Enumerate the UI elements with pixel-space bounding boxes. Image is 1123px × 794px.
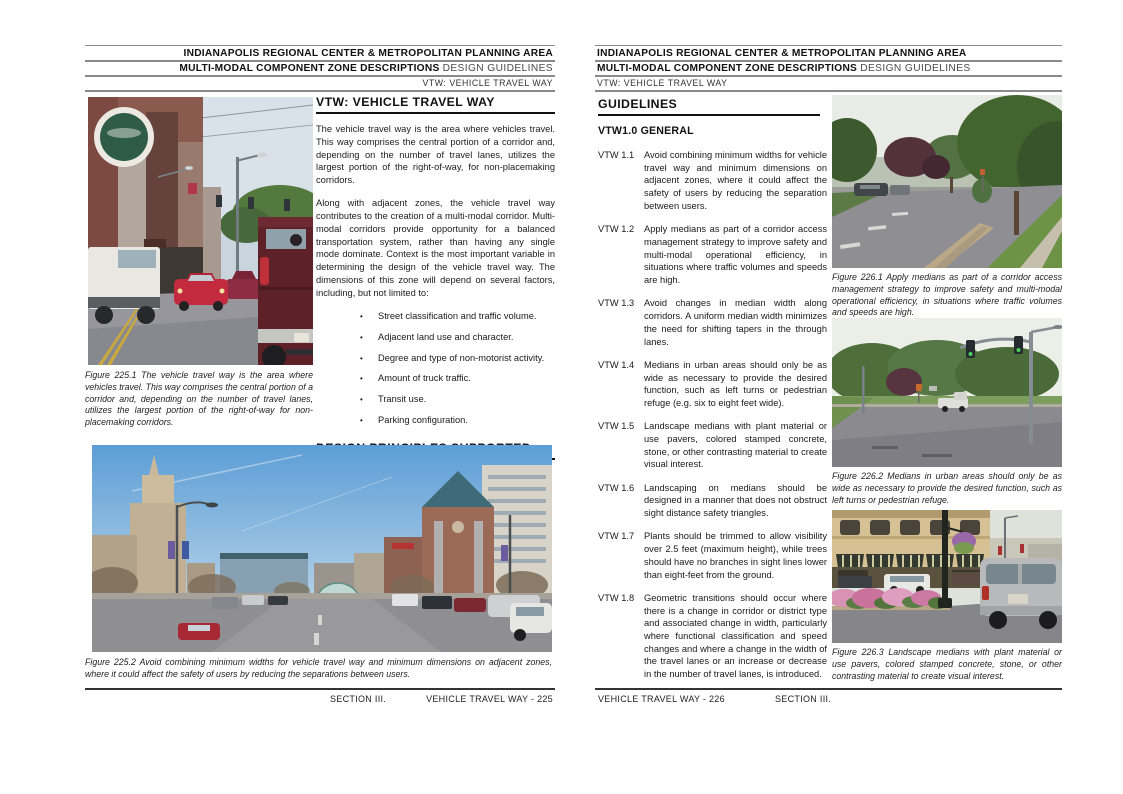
bullet-item xyxy=(360,393,555,405)
bullet-text: Degree and type of non-motorist activity. xyxy=(378,352,545,363)
figure-226-3-photo xyxy=(832,510,1062,643)
page-left xyxy=(85,40,555,720)
guideline-text: Avoid combining minimum widths for vehicle travel way and minimum dimensions on adjacent zones, where it could affect the safety of users by reducing the separation between users. xyxy=(644,150,827,211)
figure-226-3-caption: Figure 226.3 Landscape medians with plant material or use pavers, colored stamped concrete, stone, or other contrasting material to create visual interest. xyxy=(832,647,1062,681)
figure-226-2-caption: Figure 226.2 Medians in urban areas should only be as wide as necessary to provide the desired function, such as left turns or pedestrian refuge. xyxy=(832,471,1062,505)
guidelines-title: GUIDELINES xyxy=(598,97,820,116)
median-street-illustration xyxy=(832,95,1062,268)
guideline-item xyxy=(598,223,827,287)
downtown-street-illustration xyxy=(92,445,552,652)
figure-226-1-photo xyxy=(832,95,1062,268)
figure-225-2-photo xyxy=(92,445,552,652)
guideline-item xyxy=(598,297,827,348)
figure-226-2-photo xyxy=(832,318,1062,467)
header-chapter: VTW: VEHICLE TRAVEL WAY xyxy=(595,77,1062,92)
guideline-text: Landscaping on medians should be designed in a manner that does not obstruct sight distance safety triangles. xyxy=(644,482,827,519)
header-subtitle-light: DESIGN GUIDELINES xyxy=(860,62,971,74)
guidelines-column xyxy=(598,97,827,691)
page-header xyxy=(85,45,555,92)
guideline-text: Plants should be trimmed to allow visibility over 2.5 feet (maximum height), while trees should have no branches in sight lines lower than eight-feet from the ground. xyxy=(644,531,827,580)
guideline-item xyxy=(598,592,827,681)
street-scene-illustration xyxy=(88,97,313,365)
guideline-id: VTW 1.8 xyxy=(598,592,635,603)
guideline-item xyxy=(598,149,827,213)
figure-225-2-caption: Figure 225.2 Avoid combining minimum widths for vehicle travel way and minimum dimensions on adjacent zones, where it could affect the safety of users by reducing the separations between users. xyxy=(85,657,552,679)
header-subtitle xyxy=(85,62,555,77)
page-footer xyxy=(595,688,1062,710)
guideline-id: VTW 1.2 xyxy=(598,224,635,235)
page-right xyxy=(595,40,1062,720)
bullet-text: Adjacent land use and character. xyxy=(378,331,514,342)
guideline-text: Medians in urban areas should only be as wide as necessary to provide the desired function, such as left turns or pedestrian refuge (e.g. six to eight feet wide). xyxy=(644,359,827,408)
footer-section: SECTION III. xyxy=(775,694,832,704)
bullet-item xyxy=(360,372,555,384)
bullet-icon xyxy=(360,372,378,384)
bullet-text: Amount of truck traffic. xyxy=(378,373,471,384)
guideline-id: VTW 1.6 xyxy=(598,482,635,493)
guideline-id: VTW 1.4 xyxy=(598,359,635,370)
guideline-item xyxy=(598,530,827,581)
guideline-text: Geometric transitions should occur where there is a change in corridor or district type and associated change in width, particularly where functional classification and speed changes and where a change in the width of the travel lanes or an increase or decrease in the number of travel lanes, is introduced. xyxy=(644,592,827,680)
intro-paragraph-1: The vehicle travel way is the area where vehicles travel. This way comprises the central portion of a corridor and, depending on the number of travel lanes, utilizes the largest portion of the right-of-way, for non-placemaking corridors. xyxy=(316,124,555,186)
guideline-item xyxy=(598,482,827,520)
guideline-id: VTW 1.1 xyxy=(598,150,635,160)
bullet-icon xyxy=(360,393,378,405)
bullet-item xyxy=(360,310,555,322)
header-subtitle-light: DESIGN GUIDELINES xyxy=(442,62,553,74)
guideline-text: Apply medians as part of a corridor access management strategy to improve safety and multi-modal operational efficiency, in situations where traffic volumes and speeds are high. xyxy=(644,224,827,286)
footer-section: SECTION III. xyxy=(330,694,387,704)
bullet-item xyxy=(360,352,555,364)
intersection-illustration xyxy=(832,318,1062,467)
factor-bullet-list xyxy=(316,310,555,427)
landscaped-median-illustration xyxy=(832,510,1062,643)
guideline-id: VTW 1.7 xyxy=(598,531,635,542)
header-subtitle-bold: MULTI-MODAL COMPONENT ZONE DESCRIPTIONS xyxy=(179,62,440,74)
header-subtitle xyxy=(595,62,1062,77)
guideline-item xyxy=(598,420,827,471)
bullet-text: Transit use. xyxy=(378,394,427,405)
guideline-text: Landscape medians with plant material or use pavers, colored stamped concrete, stone, or other contrasting material to create visual interest. xyxy=(644,421,827,470)
footer-page-label: VEHICLE TRAVEL WAY - 225 xyxy=(426,694,553,704)
general-subtitle: VTW1.0 GENERAL xyxy=(598,125,694,137)
bullet-text: Street classification and traffic volume. xyxy=(378,310,537,321)
guideline-id: VTW 1.5 xyxy=(598,421,635,432)
footer-page-label: VEHICLE TRAVEL WAY - 226 xyxy=(598,694,725,704)
bullet-icon xyxy=(360,414,378,426)
bullet-text: Parking configuration. xyxy=(378,415,468,426)
figure-226-1-caption: Figure 226.1 Apply medians as part of a corridor access management strategy to improve safety and multi-modal operational efficiency, in situations where traffic volumes and speeds are high. xyxy=(832,272,1062,318)
figure-225-1-caption: Figure 225.1 The vehicle travel way is the area where vehicles travel. This way comprises the central portion of a corridor and, depending on the number of travel lanes, utilizes the largest portion of the right-of-way for non-placemaking corridors. xyxy=(85,370,313,428)
bullet-icon xyxy=(360,310,378,322)
bullet-icon xyxy=(360,331,378,343)
guideline-item xyxy=(598,359,827,410)
page-header xyxy=(595,45,1062,92)
bullet-item xyxy=(360,414,555,426)
intro-paragraph-2: Along with adjacent zones, the vehicle travel way contributes to the creation of a multi-modal corridor. Multi-modal corridors provide opportunity for a balanced transportation system, rather than having any single mode dominate. Context is the most important variable in determining the design of the vehicle travel way. The dimensions of this zone will depend on several factors, including, but not limited to: xyxy=(316,198,555,298)
bullet-item xyxy=(360,331,555,343)
guideline-text: Avoid changes in median width along corridors. A uniform median width minimizes the need for shifting tapers in the through lanes. xyxy=(644,298,827,347)
guidelines-list xyxy=(598,149,827,681)
header-title: INDIANAPOLIS REGIONAL CENTER & METROPOLITAN PLANNING AREA xyxy=(595,47,1062,62)
section-title: VTW: VEHICLE TRAVEL WAY xyxy=(316,95,555,114)
figure-225-1-photo xyxy=(88,97,313,365)
guideline-id: VTW 1.3 xyxy=(598,298,635,309)
header-title: INDIANAPOLIS REGIONAL CENTER & METROPOLITAN PLANNING AREA xyxy=(85,47,555,62)
bullet-icon xyxy=(360,352,378,364)
page-footer xyxy=(85,688,555,710)
header-subtitle-bold: MULTI-MODAL COMPONENT ZONE DESCRIPTIONS xyxy=(597,62,858,74)
header-chapter: VTW: VEHICLE TRAVEL WAY xyxy=(85,77,555,92)
